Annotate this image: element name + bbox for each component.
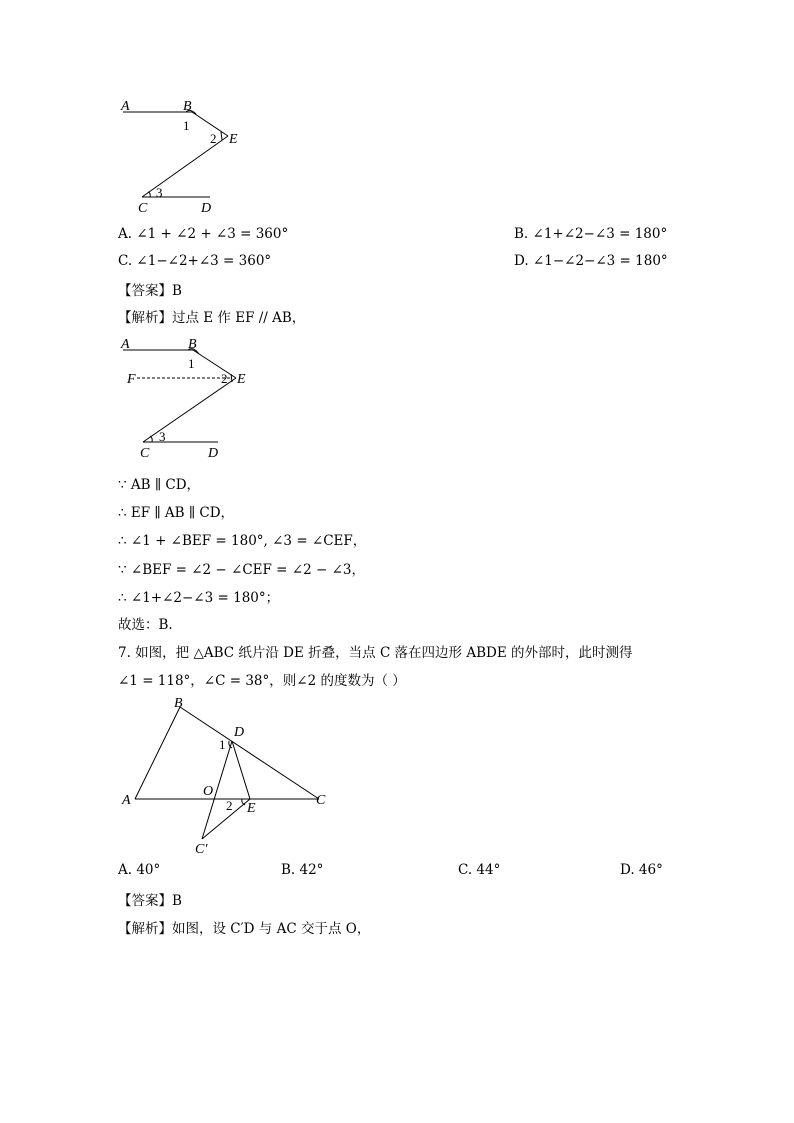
label-1: 1	[188, 356, 195, 371]
q7-analysis-intro: 【解析】如图，设 C′D 与 AC 交于点 O，	[118, 921, 371, 937]
label-2: 2	[226, 798, 233, 813]
label-3: 3	[156, 185, 163, 200]
q7-option-c: C. 44°	[458, 862, 501, 878]
q6-option-a: A. ∠1 + ∠2 + ∠3 = 360°	[118, 226, 289, 242]
label-b: B	[188, 337, 197, 352]
label-1: 1	[183, 118, 190, 133]
label-d: D	[208, 446, 219, 461]
segment-de	[232, 741, 250, 799]
q6-step-4: ∵ ∠BEF = ∠2 − ∠CEF = ∠2 − ∠3，	[118, 562, 365, 578]
segment-ab	[135, 707, 180, 799]
label-c: C	[140, 446, 150, 461]
label-e: E	[247, 801, 256, 816]
angle-2-arc	[221, 132, 222, 140]
q6-step-3: ∴ ∠1 + ∠BEF = 180°, ∠3 = ∠CEF，	[118, 533, 367, 549]
label-o: O	[203, 784, 214, 799]
label-e: E	[229, 132, 238, 147]
q6-analysis-intro: 【解析】过点 E 作 EF // AB，	[118, 310, 306, 326]
q7-answer: 【答案】B	[118, 893, 182, 909]
label-b: B	[174, 696, 183, 711]
label-b: B	[183, 99, 192, 114]
q7-figure	[110, 690, 340, 860]
q6-figure	[110, 90, 270, 220]
q6-option-d: D. ∠1−∠2−∠3 = 180°	[514, 253, 668, 269]
label-a: A	[122, 793, 131, 808]
q6-step-6: 故选：B.	[118, 617, 173, 633]
q7-stem-line-2: ∠1 = 118°，∠C = 38°，则∠2 的度数为（ ）	[118, 673, 406, 689]
label-3: 3	[159, 429, 166, 444]
q7-option-d: D. 46°	[620, 862, 663, 878]
label-1: 1	[219, 737, 226, 752]
q6-option-b: B. ∠1+∠2−∠3 = 180°	[514, 226, 668, 242]
q6-analysis-figure	[110, 328, 280, 462]
q6-option-c: C. ∠1−∠2+∠3 = 360°	[118, 253, 272, 269]
label-a: A	[121, 99, 130, 114]
q7-stem-line-1: 7. 如图，把 △ABC 纸片沿 DE 折叠，当点 C 落在四边形 ABDE 的外部时，此时测得	[118, 645, 633, 661]
label-2: 2	[210, 131, 217, 146]
segment-be	[193, 350, 236, 378]
q6-step-1: ∵ AB ∥ CD，	[118, 477, 201, 493]
label-d: D	[234, 725, 245, 740]
label-a: A	[121, 337, 130, 352]
q7-option-a: A. 40°	[118, 862, 161, 878]
q6-step-5: ∴ ∠1+∠2−∠3 = 180°；	[118, 590, 280, 606]
label-c-prime: C′	[195, 842, 208, 857]
label-c: C	[138, 201, 148, 216]
label-f: F	[127, 372, 136, 387]
label-c: C	[316, 793, 326, 808]
label-e: E	[237, 372, 246, 387]
label-2: 2	[221, 371, 228, 386]
label-d: D	[201, 201, 212, 216]
q6-step-2: ∴ EF ∥ AB ∥ CD，	[118, 505, 235, 521]
segment-bc	[180, 707, 319, 799]
segment-ec	[143, 378, 236, 442]
q6-answer: 【答案】B	[118, 283, 182, 299]
q7-option-b: B. 42°	[281, 862, 324, 878]
